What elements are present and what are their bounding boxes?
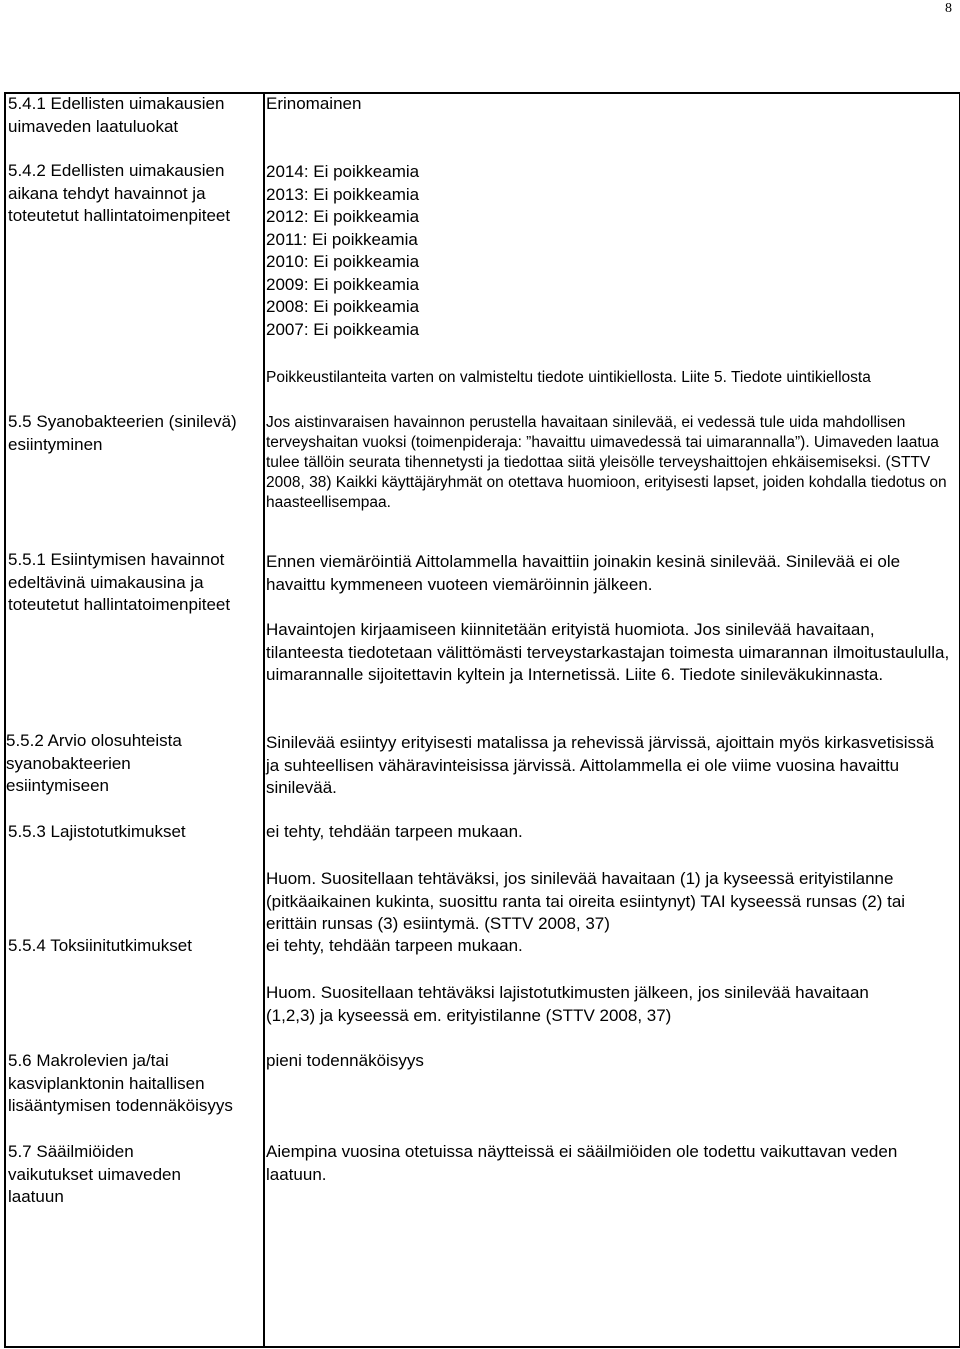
section-5-5-label: 5.5 Syanobakteerien (sinilevä) esiintyminen [8, 412, 237, 454]
year-row: 2007: Ei poikkeamia [266, 319, 420, 339]
species-study-status: ei tehty, tehdään tarpeen mukaan. [266, 822, 523, 841]
page-number: 8 [945, 1, 952, 16]
year-row: 2012: Ei poikkeamia [266, 207, 420, 226]
year-row: 2014: Ei poikkeamia [266, 162, 420, 181]
macroalgae-probability-value: pieni todennäköisyys [266, 1051, 424, 1070]
section-5-5-4-label: 5.5.4 Toksiinitutkimukset [8, 936, 192, 955]
section-5-7-label: 5.7 Sääilmiöiden vaikutukset uimaveden laatuun [8, 1142, 181, 1206]
sinileva-history-text: Ennen viemäröintiä Aittolammella havaittiin joinakin kesinä sinilevää. Sinilevää ei ole havaittu kymmeneen vuoteen viemäröinnin jälkeen. [266, 552, 901, 594]
cyanobacteria-conditions-text: Sinilevää esiintyy erityisesti matalissa ja rehevissä järvissä, ajoittain myös kirkasvetisissä ja suhteellisen vähäravinteisissa järvissä. Aittolammella ei ole viime vuosina havaittu sinilevää. [266, 733, 934, 797]
toxin-study-note: Huom. Suositellaan tehtäväksi lajistotutkimusten jälkeen, jos sinilevää havaitaan (1,2,3) ja kyseessä em. erityistilanne (STTV 2008, 37) [266, 983, 869, 1025]
species-study-note: Huom. Suositellaan tehtäväksi, jos sinilevää havaitaan (1) ja kyseessä erityistilanne (pitkäaikainen kukinta, suosittu ranta tai oireita esiintynyt) TAI kyseessä runsas (2) tai erittäin runsas (3) esiintymä. (STTV 2008, 37) [266, 869, 906, 933]
year-row: 2008: Ei poikkeamia [266, 297, 420, 316]
yearly-deviation-list [266, 161, 419, 341]
section-5-5-1-label: 5.5.1 Esiintymisen havainnot edeltävinä uimakausina ja toteutetut hallintatoimenpiteet [8, 550, 231, 614]
column-divider [263, 94, 265, 1346]
section-5-4-2-label: 5.4.2 Edellisten uimakausien aikana tehdyt havainnot ja toteutetut hallintatoimenpiteet [8, 161, 231, 225]
toxin-study-status: ei tehty, tehdään tarpeen mukaan. [266, 936, 523, 955]
year-row: 2011: Ei poikkeamia [266, 229, 418, 249]
quality-class-value: Erinomainen [266, 94, 362, 113]
section-5-5-3-label: 5.5.3 Lajistotutkimukset [8, 822, 186, 841]
sinileva-guidance-text: Jos aistinvaraisen havainnon perustella havaitaan sinilevää, ei vedessä tule uida mahdollisen terveyshaitan vuoksi (toimenpideraja: ”havaittu uimavedessä tai uimarannalla”). Uimaveden laatua tulee tällöin seurata tihennetysti ja tiedottaa siitä yleisölle terveyshaittojen ehkäisemiseksi. (STTV 2008, 38) Kaikki käyttäjäryhmät on otettava huomioon, erityisesti lapset, joiden kohdalla tiedotus on haasteellisempaa. [266, 414, 947, 511]
weather-effects-text: Aiempina vuosina otetuissa näytteissä ei sääilmiöiden ole todettu vaikuttavan veden laatuun. [266, 1142, 898, 1184]
section-5-4-1-label: 5.4.1 Edellisten uimakausien uimaveden laatuluokat [8, 94, 225, 136]
section-5-6-label: 5.6 Makrolevien ja/tai kasviplanktonin haitallisen lisääntymisen todennäköisyys [8, 1051, 233, 1115]
year-row: 2010: Ei poikkeamia [266, 252, 420, 271]
section-5-5-2-label: 5.5.2 Arvio olosuhteista syanobakteerien esiintymiseen [6, 731, 182, 795]
year-row: 2013: Ei poikkeamia [266, 184, 420, 204]
year-row: 2009: Ei poikkeamia [266, 274, 420, 294]
exception-notice-text: Poikkeustilanteita varten on valmisteltu tiedote uintikiellosta. Liite 5. Tiedote uintikiellosta [266, 369, 871, 386]
observation-recording-text: Havaintojen kirjaamiseen kiinnitetään erityistä huomiota. Jos sinilevää havaitaan, tilanteesta tiedotetaan välittömästi terveystarkastajan toimesta uimarannan ilmoitustaululla, uimarannalle sijoitettavin kyltein ja Internetissä. Liite 6. Tiedote sinileväkukinnasta. [266, 620, 950, 684]
